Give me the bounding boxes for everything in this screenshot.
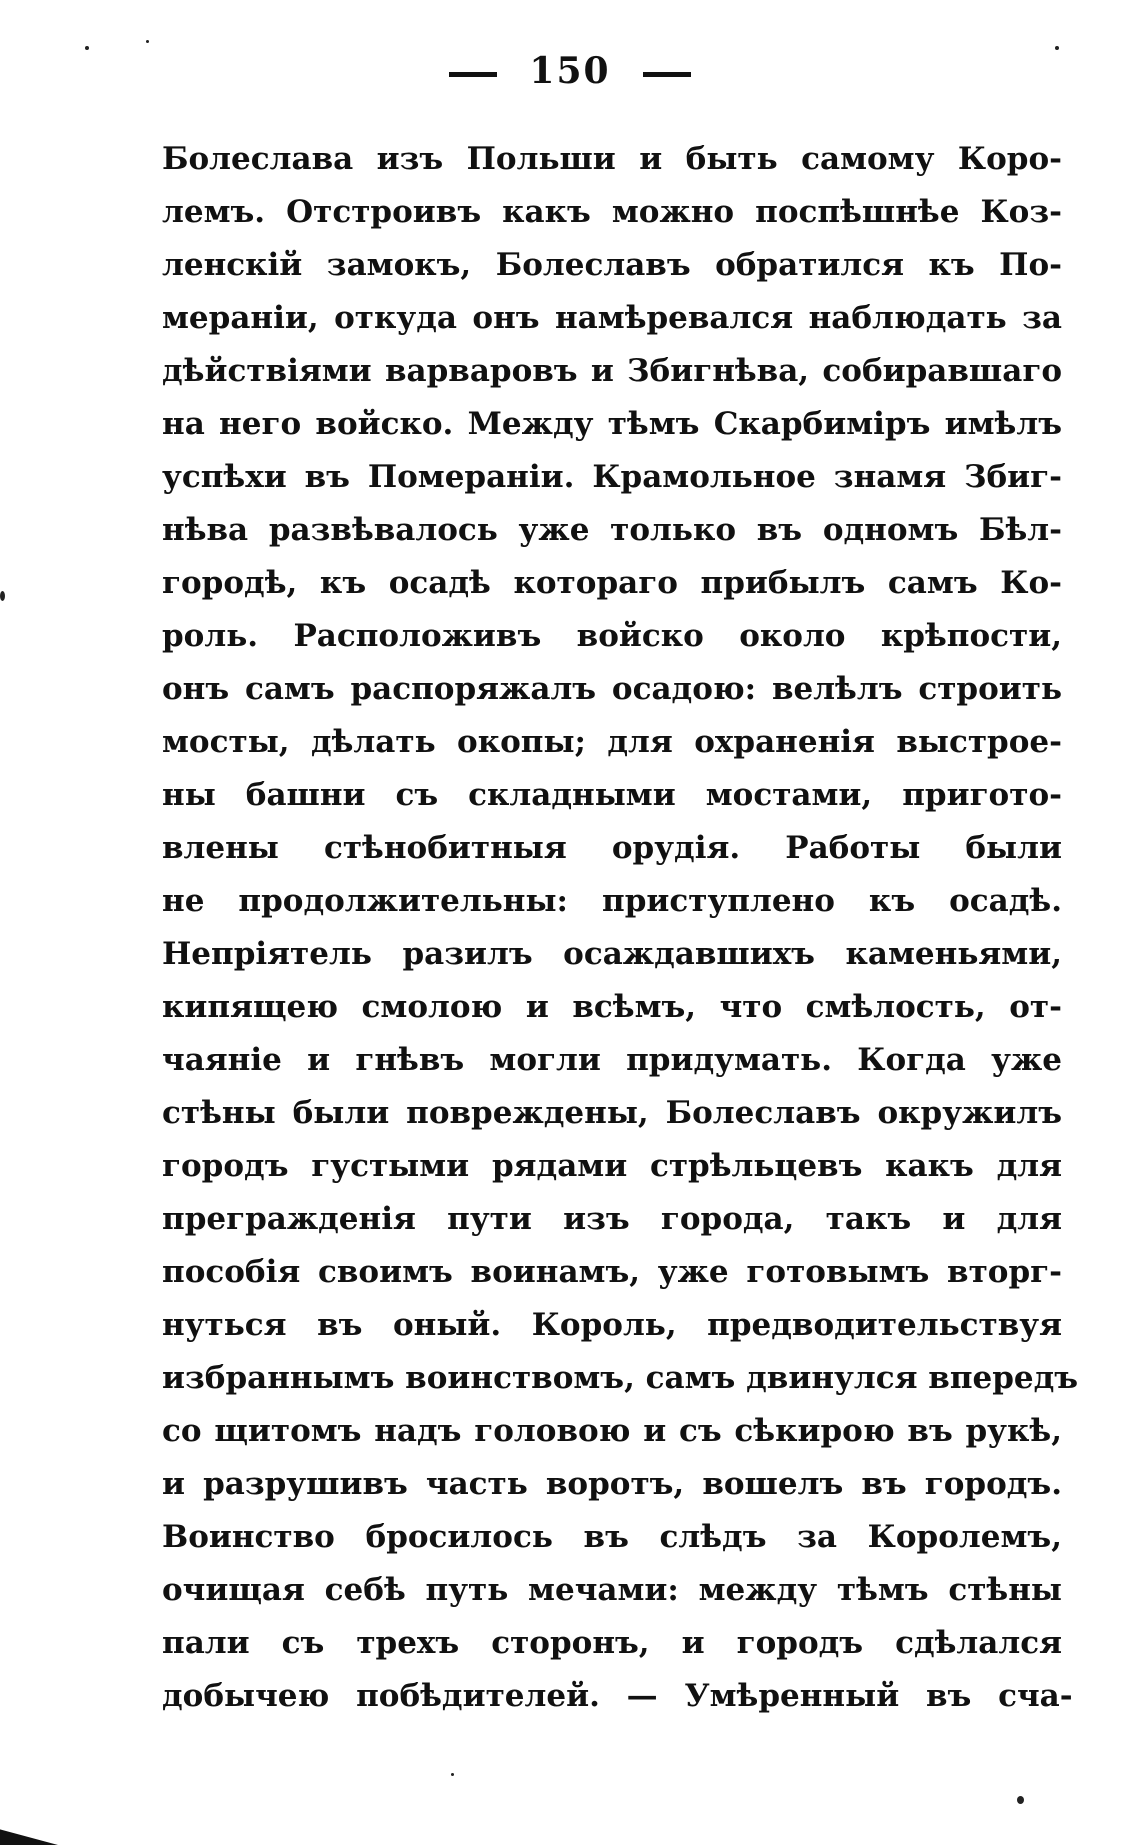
- text-line: дѣйствіями варваровъ и Збигнѣва, собиравшаго: [162, 353, 1062, 389]
- text-line: на него войско. Между тѣмъ Скарбиміръ имѣлъ: [162, 406, 1062, 442]
- text-line: нѣва развѣвалось уже только въ одномъ Бѣл-: [162, 512, 1062, 548]
- text-line: онъ самъ распоряжалъ осадою: велѣлъ строить: [162, 671, 1062, 707]
- text-line: добычею побѣдителей. — Умѣренный въ сча-: [162, 1678, 1073, 1714]
- text-line: роль. Расположивъ войско около крѣпости,: [162, 618, 1062, 654]
- text-line: успѣхи въ Помераніи. Крамольное знамя Збиг-: [162, 459, 1062, 495]
- text-line: городъ густыми рядами стрѣльцевъ какъ для: [162, 1148, 1062, 1184]
- scan-speck: [1017, 1796, 1024, 1804]
- header-dash-right: [643, 72, 691, 77]
- scan-speck: [85, 46, 89, 50]
- text-line: со щитомъ надъ головою и съ сѣкирою въ рукѣ,: [162, 1413, 1062, 1449]
- text-line: лемъ. Отстроивъ какъ можно поспѣшнѣе Коз-: [162, 194, 1062, 230]
- text-line: Болеслава изъ Польши и быть самому Коро-: [162, 141, 1062, 177]
- text-line: ленскій замокъ, Болеславъ обратился къ По-: [162, 247, 1062, 283]
- text-line: нуться въ оный. Король, предводительствуя: [162, 1307, 1062, 1343]
- text-line: мераніи, откуда онъ намѣревался наблюдать за: [162, 300, 1062, 336]
- text-line: кипящею смолою и всѣмъ, что смѣлость, от-: [162, 989, 1062, 1025]
- text-line: избраннымъ воинствомъ, самъ двинулся впередъ: [162, 1360, 1079, 1396]
- scan-edge-mark: [0, 1821, 58, 1845]
- page-body-text: [162, 133, 1079, 1723]
- text-line: Непріятель разилъ осаждавшихъ каменьями,: [162, 936, 1062, 972]
- text-line: и разрушивъ часть воротъ, вошелъ въ городъ.: [162, 1466, 1062, 1502]
- text-line: прегражденія пути изъ города, такъ и для: [162, 1201, 1062, 1237]
- text-line: не продолжительны: приступлено къ осадѣ.: [162, 883, 1062, 919]
- text-line: пособія своимъ воинамъ, уже готовымъ вторг-: [162, 1254, 1062, 1290]
- text-line: пали съ трехъ сторонъ, и городъ сдѣлался: [162, 1625, 1062, 1661]
- scan-speck: [451, 1773, 454, 1776]
- text-line: мосты, дѣлать окопы; для охраненія выстрое-: [162, 724, 1062, 760]
- text-line: Воинство бросилось въ слѣдъ за Королемъ,: [162, 1519, 1062, 1555]
- scan-speck: [0, 591, 5, 601]
- text-line: влены стѣнобитныя орудія. Работы были: [162, 830, 1062, 866]
- page-header: [0, 50, 1140, 92]
- page-number: 150: [529, 50, 611, 92]
- text-line: чаяніе и гнѣвъ могли придумать. Когда уже: [162, 1042, 1062, 1078]
- header-dash-left: [449, 72, 497, 77]
- scan-speck: [146, 40, 149, 43]
- text-line: очищая себѣ путь мечами: между тѣмъ стѣны: [162, 1572, 1062, 1608]
- text-line: стѣны были повреждены, Болеславъ окружилъ: [162, 1095, 1062, 1131]
- text-line: ны башни съ складными мостами, пригото-: [162, 777, 1062, 813]
- text-line: городѣ, къ осадѣ котораго прибылъ самъ Ко-: [162, 565, 1062, 601]
- scan-speck: [1055, 46, 1059, 50]
